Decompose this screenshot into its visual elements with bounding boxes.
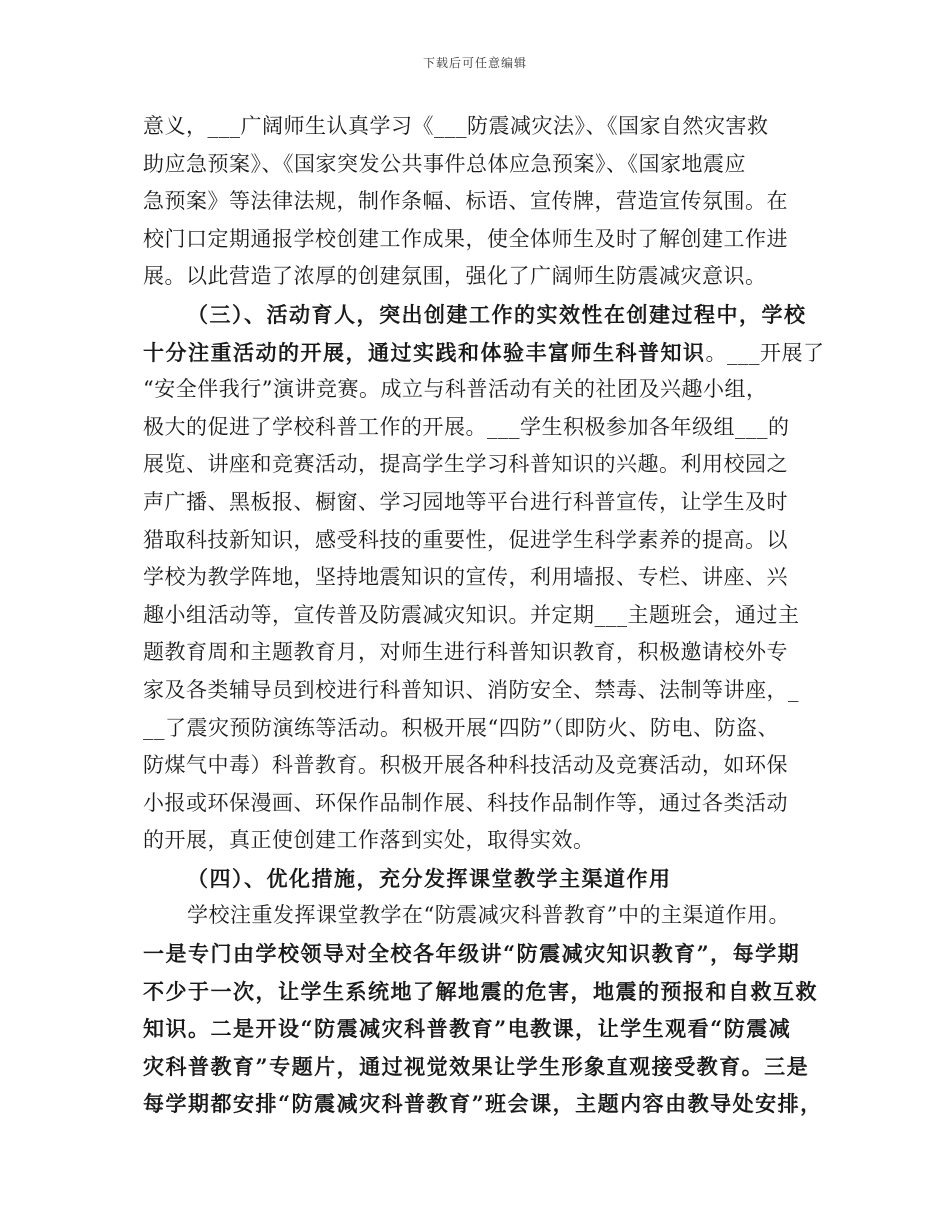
document-body (143, 108, 843, 1123)
text-line: 展。以此营造了浓厚的创建氛围，强化了广阔师生防震减灾意识。 (143, 264, 767, 289)
text-line: 趣小组活动等，宣传普及防震减灾知识。并定期___主题班会，通过主 (143, 602, 800, 627)
text-line: 声广播、黑板报、橱窗、学习园地等平台进行科普宣传，让学生及时 (143, 489, 788, 514)
section-heading-3: （三）、活动育人，突出创建工作的实效性在创建过程中，学校 (187, 301, 807, 327)
text-line: 学校注重发挥课堂教学在“防震减灾科普教育”中的主渠道作用。 (187, 903, 790, 928)
text-line: 家及各类辅导员到校进行科普知识、消防安全、禁毒、法制等讲座，_ (143, 677, 799, 702)
text-line: 学校为教学阵地，坚持地震知识的宣传，利用墙报、专栏、讲座、兴 (143, 565, 788, 590)
text-line-bold: 一是专门由学校领导对全校各年级讲“防震减灾知识教育”，每学期 (143, 941, 801, 967)
section-heading-4: （四）、优化措施，充分发挥课堂教学主渠道作用 (187, 865, 672, 891)
text-line: 防煤气中毒）科普教育。积极开展各种科技活动及竞赛活动，如环保 (143, 753, 788, 778)
text-line-mixed (143, 334, 843, 372)
text-line: 极大的促进了学校科普工作的开展。___学生积极参加各年级组___的 (143, 414, 790, 439)
text-line: 的开展，真正使创建工作落到实处，取得实效。 (143, 828, 595, 853)
text-line-bold: 每学期都安排“防震减灾科普教育”班会课，主题内容由教导处安排， (143, 1091, 823, 1117)
text-line: 助应急预案》、《国家突发公共事件总体应急预案》、《国家地震应 (143, 151, 746, 176)
page-header: 下载后可任意编辑 (422, 56, 527, 70)
text-line: 题教育周和主题教育月，对师生进行科普知识教育，积极邀请校外专 (143, 640, 788, 665)
text-line: 意义，___广阔师生认真学习《___防震减灾法》、《国家自然灾害救 (143, 114, 769, 138)
text-line: 校门口定期通报学校创建工作成果，使全体师生及时了解创建工作进 (143, 226, 788, 251)
text-line: 展览、讲座和竞赛活动，提高学生学习科普知识的兴趣。利用校园之 (143, 452, 788, 477)
text-line: “安全伴我行”演讲竞赛。成立与科普活动有关的社团及兴趣小组， (143, 377, 768, 402)
normal-segment: 。___开展了 (705, 340, 825, 365)
text-line: 猎取科技新知识，感受科技的重要性，促进学生科学素养的提高。以 (143, 527, 788, 552)
text-line-bold: 灾科普教育”专题片，通过视觉效果让学生形象直观接受教育。三是 (143, 1053, 810, 1079)
text-line: __了震灾预防演练等活动。积极开展“四防”（即防火、防电、防盗、 (143, 715, 779, 740)
bold-segment: 十分注重活动的开展，通过实践和体验丰富师生科普知识 (143, 339, 706, 365)
text-line: 小报或环保漫画、环保作品制作展、科技作品制作等，通过各类活动 (143, 790, 788, 815)
text-line: 急预案》等法律法规，制作条幅、标语、宣传牌，营造宣传氛围。在 (143, 189, 788, 214)
text-line-bold: 知识。二是开设“防震减灾科普教育”电教课，让学生观看“防震减 (143, 1016, 792, 1042)
text-line-bold: 不少于一次，让学生系统地了解地震的危害，地震的预报和自救互救 (143, 978, 818, 1004)
